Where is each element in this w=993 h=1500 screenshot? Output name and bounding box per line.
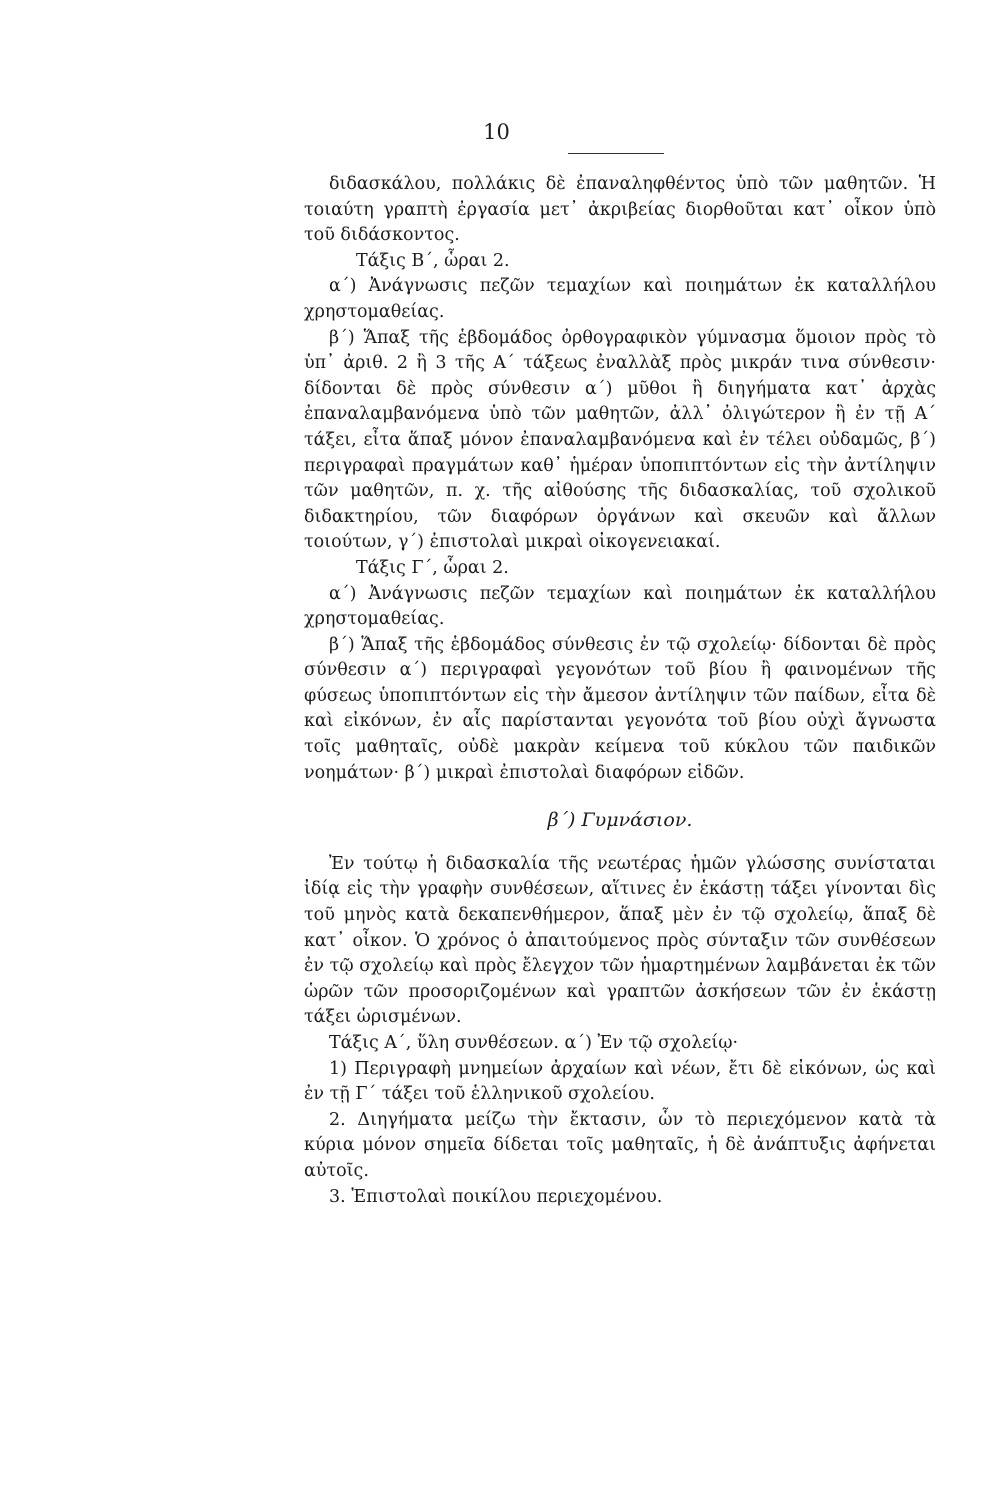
class-b-heading: Τάξις Β΄, ὧραι 2. — [356, 250, 510, 271]
paragraph-continuation: διδασκάλου, πολλάκις δὲ ἐπαναληφθέντος ὑπὸ τῶν μαθητῶν. Ἡ τοιαύτη γραπτὴ ἐργασία μετ᾽ ἀκριβείας διορθοῦται κατ᾽ οἶκον ὑπὸ τοῦ διδάσκοντος. — [304, 174, 936, 246]
gymnasium-intro: Ἐν τούτῳ ἡ διδασκαλία τῆς νεωτέρας ἡμῶν γλώσσης συνίσταται ἰδίᾳ εἰς τὴν γραφὴν συνθέσεων, αἵτινες ἐν ἑκάστῃ τάξει γίνονται δὶς τοῦ μηνὸς κατὰ δεκαπενθήμερον, ἅπαξ μὲν ἐν τῷ σχολείῳ, ἅπαξ δὲ κατ᾽ οἶκον. Ὁ χρόνος ὁ ἀπαιτούμενος πρὸς σύνταξιν τῶν συνθέσεων ἐν τῷ σχολείῳ καὶ πρὸς ἔλεγχον τῶν ἡμαρτημένων λαμβάνεται ἐκ τῶν ὡρῶν τῶν προσοριζομένων καὶ γραπτῶν ἀσκήσεων τῶν ἐν ἑκάστῃ τάξει ὡρισμένων. — [304, 853, 936, 1028]
list-item-1: 1) Περιγραφὴ μνημείων ἀρχαίων καὶ νέων, ἔτι δὲ εἰκόνων, ὡς καὶ ἐν τῇ Γ΄ τάξει τοῦ ἑλληνικοῦ σχολείου. — [304, 1058, 936, 1105]
class-c-item-b: β΄) Ἅπαξ τῆς ἑβδομάδος σύνθεσις ἐν τῷ σχολείῳ· δίδονται δὲ πρὸς σύνθεσιν α΄) περιγραφαὶ γεγονότων τοῦ βίου ἢ φαινομένων τῆς φύσεως ὑποπιπτόντων εἰς τὴν ἄμεσον ἀντίληψιν τῶν παίδων, εἶτα δὲ καὶ εἰκόνων, ἐν αἷς παρίστανται γεγονότα τοῦ βίου οὐχὶ ἄγνωστα τοῖς μαθηταῖς, οὐδὲ μακρὰν κείμενα τοῦ κύκλου τῶν παιδικῶν νοημάτων· β΄) μικραὶ ἐπιστολαὶ διαφόρων εἰδῶν. — [304, 634, 936, 783]
class-b-item-b: β΄) Ἅπαξ τῆς ἑβδομάδος ὀρθογραφικὸν γύμνασμα ὅμοιον πρὸς τὸ ὑπ᾽ ἀριθ. 2 ἢ 3 τῆς Α΄ τάξεως ἐναλλὰξ πρὸς μικράν τινα σύνθεσιν· δίδονται δὲ πρὸς σύνθεσιν α΄) μῦθοι ἢ διηγήματα κατ᾽ ἀρχὰς ἐπαναλαμβανόμενα ὑπὸ τῶν μαθητῶν, ἀλλ᾽ ὀλιγώτερον ἢ ἐν τῇ Α΄ τάξει, εἶτα ἅπαξ μόνον ἐπαναλαμβανόμενα καὶ ἐν τέλει οὐδαμῶς, β΄) περιγραφαὶ πραγμάτων καθ᾽ ἡμέραν ὑποπιπτόντων εἰς τὴν ἀντίληψιν τῶν μαθητῶν, π. χ. τῆς αἰθούσης τῆς διδασκαλίας, τοῦ σχολικοῦ διδακτηρίου, τῶν διαφόρων ὀργάνων καὶ σκευῶν καὶ ἄλλων τοιούτων, γ΄) ἐπιστολαὶ μικραὶ οἰκογενειακαί. — [304, 327, 936, 553]
list-item-2: 2. Διηγήματα μείζω τὴν ἔκτασιν, ὧν τὸ περιεχόμενον κατὰ τὰ κύρια μόνον σημεῖα δίδεται τοῖς μαθηταῖς, ἡ δὲ ἀνάπτυξις ἀφήνεται αὐτοῖς. — [304, 1109, 936, 1181]
header-rule — [568, 153, 664, 154]
class-a-heading: Τάξις Α΄, ὕλη συνθέσεων. α΄) Ἐν τῷ σχολείῳ· — [329, 1033, 739, 1053]
class-c-item-a: α΄) Ἀνάγνωσις πεζῶν τεμαχίων καὶ ποιημάτων ἐκ καταλλήλου χρηστομαθείας. — [304, 583, 936, 630]
class-c-heading: Τάξις Γ΄, ὧραι 2. — [356, 557, 509, 578]
page-body — [304, 172, 936, 1210]
page-number: 10 — [483, 120, 510, 144]
class-b-item-a: α΄) Ἀνάγνωσις πεζῶν τεμαχίων καὶ ποιημάτων ἐκ καταλλήλου χρηστομαθείας. — [304, 276, 936, 322]
list-item-3: 3. Ἐπιστολαὶ ποικίλου περιεχομένου. — [329, 1186, 663, 1207]
section-title-gymnasium: β΄) Γυμνάσιον. — [547, 809, 693, 832]
